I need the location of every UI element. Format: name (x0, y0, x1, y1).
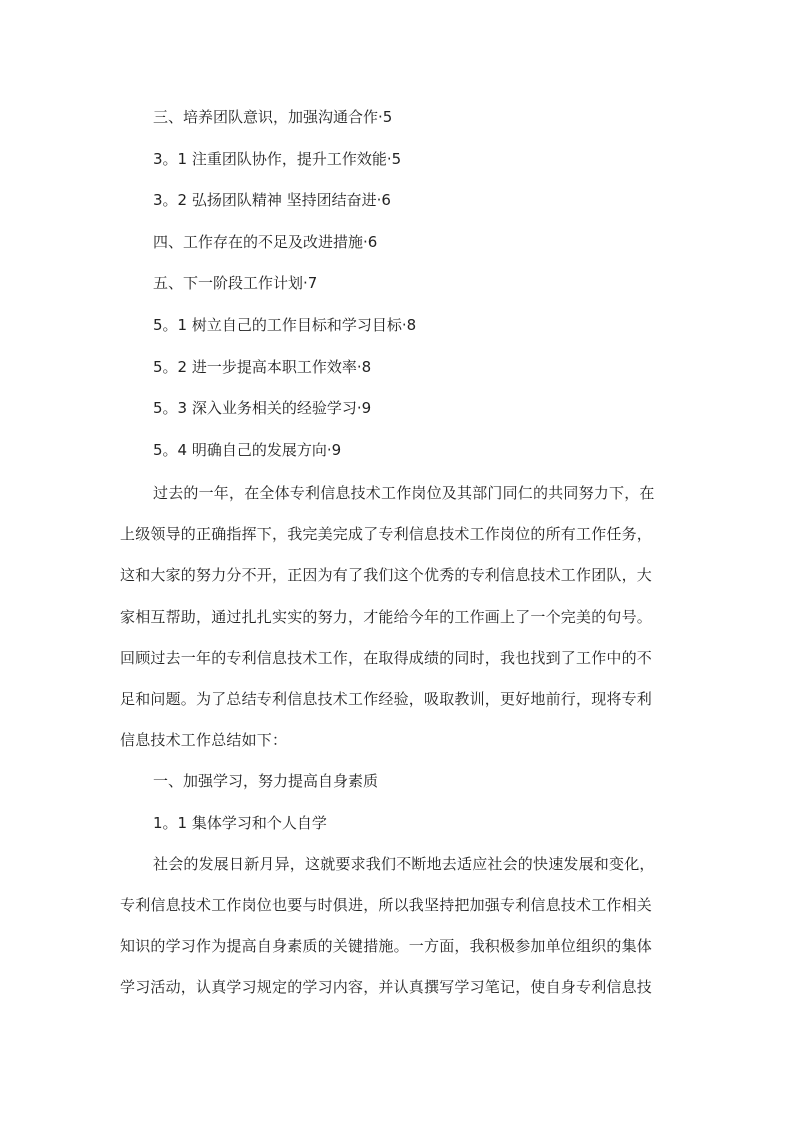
paragraph-line: 上级领导的正确指挥下，我完美完成了专利信息技术工作岗位的所有工作任务， (120, 525, 653, 544)
paragraph-line: 专利信息技术工作岗位也要与时俱进，所以我坚持把加强专利信息技术工作相关 (120, 895, 653, 914)
subsection-heading: 1。1 集体学习和个人自学 (153, 813, 327, 832)
intro-paragraph (120, 478, 676, 766)
paragraph-line: 信息技术工作总结如下： (120, 731, 288, 750)
paragraph-line: 足和问题。为了总结专利信息技术工作经验，吸取教训，更好地前行，现将专利 (120, 689, 653, 708)
toc-entry[interactable]: 5。1 树立自己的工作目标和学习目标·8 (153, 315, 417, 334)
toc-entry[interactable]: 3。1 注重团队协作，提升工作效能·5 (153, 149, 402, 168)
section-heading: 一、加强学习，努力提高自身素质 (153, 772, 379, 791)
toc-entry[interactable]: 5。2 进一步提高本职工作效率·8 (153, 357, 372, 376)
body-paragraph (120, 849, 676, 1014)
paragraph-line: 知识的学习作为提高自身素质的关键措施。一方面，我积极参加单位组织的集体 (120, 937, 653, 956)
table-of-contents (153, 104, 693, 478)
toc-entry[interactable]: 3。2 弘扬团队精神 坚持团结奋进·6 (153, 191, 391, 210)
paragraph-line: 家相互帮助，通过扎扎实实的努力，才能给今年的工作画上了一个完美的句号。 (120, 607, 653, 626)
toc-entry[interactable]: 5。3 深入业务相关的经验学习·9 (153, 399, 372, 418)
paragraph-line: 过去的一年，在全体专利信息技术工作岗位及其部门同仁的共同努力下，在 (153, 484, 655, 502)
paragraph-line: 学习活动，认真学习规定的学习内容，并认真撰写学习笔记，使自身专利信息技 (120, 978, 653, 997)
document-body (120, 478, 676, 1013)
toc-entry[interactable]: 5。4 明确自己的发展方向·9 (153, 440, 342, 459)
paragraph-line: 回顾过去一年的专利信息技术工作，在取得成绩的同时，我也找到了工作中的不 (120, 648, 653, 667)
toc-entry[interactable]: 四、工作存在的不足及改进措施·6 (153, 232, 378, 251)
toc-entry[interactable]: 五、下一阶段工作计划·7 (153, 274, 318, 293)
paragraph-line: 这和大家的努力分不开，正因为有了我们这个优秀的专利信息技术工作团队，大 (120, 566, 653, 585)
toc-entry[interactable]: 三、培养团队意识，加强沟通合作·5 (153, 108, 393, 126)
paragraph-line: 社会的发展日新月异，这就要求我们不断地去适应社会的快速发展和变化， (153, 854, 655, 873)
